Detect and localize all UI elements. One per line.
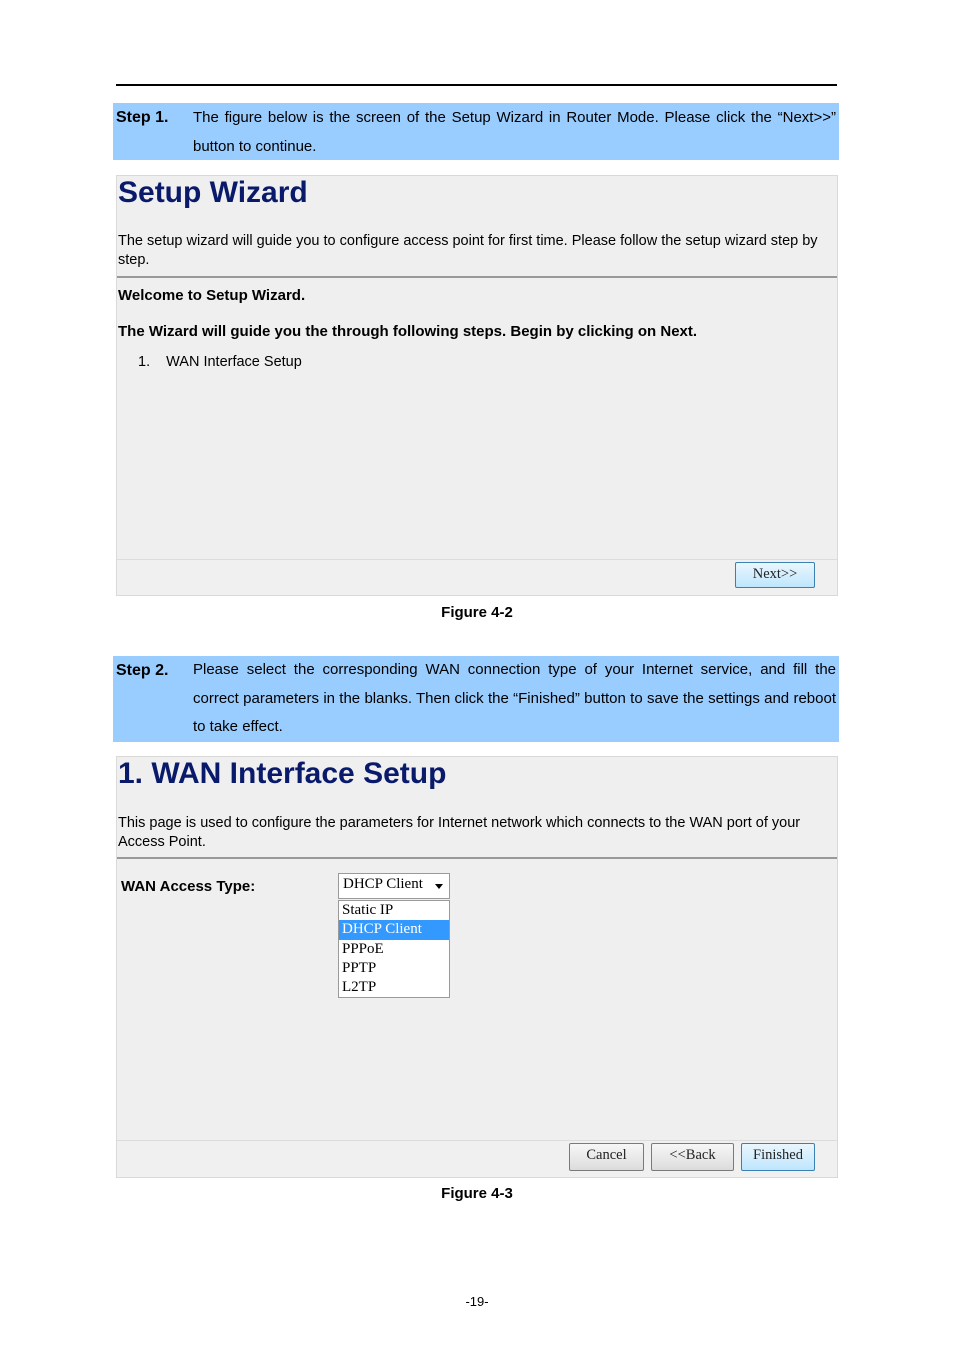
wan-setup-panel — [116, 756, 838, 1178]
page-title: 1. WAN Interface Setup — [118, 757, 447, 790]
chevron-down-icon — [435, 884, 443, 889]
step-name: WAN Interface Setup — [166, 354, 302, 370]
guide-text: The Wizard will guide you the through following steps. Begin by clicking on Next. — [118, 323, 698, 340]
page-description: This page is used to configure the parameters for Internet network which connects to the WAN port of your Access Point. — [118, 815, 801, 850]
divider — [117, 857, 837, 859]
option-dhcp-client[interactable]: DHCP Client — [339, 920, 449, 939]
welcome-text: Welcome to Setup Wizard. — [118, 287, 306, 304]
option-l2tp[interactable]: L2TP — [342, 979, 377, 996]
page-description: The setup wizard will guide you to configure access point for first time. Please follow the setup wizard step by step. — [118, 233, 818, 268]
wan-access-type-label: WAN Access Type: — [121, 878, 256, 895]
step1-box — [113, 103, 839, 160]
step2-text: Please select the corresponding WAN connection type of your Internet service, and fill the correct parameters in the blanks. Then click the “Finished” button to save the settings and reboot to take effect. — [193, 661, 836, 735]
step-list-item — [138, 354, 302, 370]
next-button[interactable]: Next>> — [735, 562, 815, 588]
button-bar — [117, 559, 837, 595]
step-number: 1. — [138, 354, 151, 370]
step2-label: Step 2. — [116, 662, 169, 679]
step2-box — [113, 656, 839, 742]
divider — [117, 276, 837, 278]
step1-text: The figure below is the screen of the Setup Wizard in Router Mode. Please click the “Next>>” button to continue. — [193, 109, 836, 155]
finished-button[interactable]: Finished — [741, 1143, 815, 1171]
button-bar — [117, 1140, 837, 1177]
cancel-button[interactable]: Cancel — [569, 1143, 644, 1171]
option-pppoe[interactable]: PPPoE — [342, 940, 384, 957]
figure-caption-2: Figure 4-3 — [441, 1185, 513, 1202]
wan-access-type-dropdown — [338, 900, 450, 998]
option-pptp[interactable]: PPTP — [342, 959, 377, 976]
back-button[interactable]: <<Back — [651, 1143, 734, 1171]
top-rule — [116, 84, 837, 86]
page-title: Setup Wizard — [118, 176, 308, 209]
select-value: DHCP Client — [343, 876, 423, 892]
figure-caption-1: Figure 4-2 — [441, 604, 513, 621]
page-number: -19- — [465, 1294, 489, 1309]
step1-label: Step 1. — [116, 109, 169, 126]
option-static-ip[interactable]: Static IP — [342, 902, 394, 918]
setup-wizard-panel — [116, 175, 838, 596]
wan-access-type-select[interactable] — [338, 873, 450, 899]
